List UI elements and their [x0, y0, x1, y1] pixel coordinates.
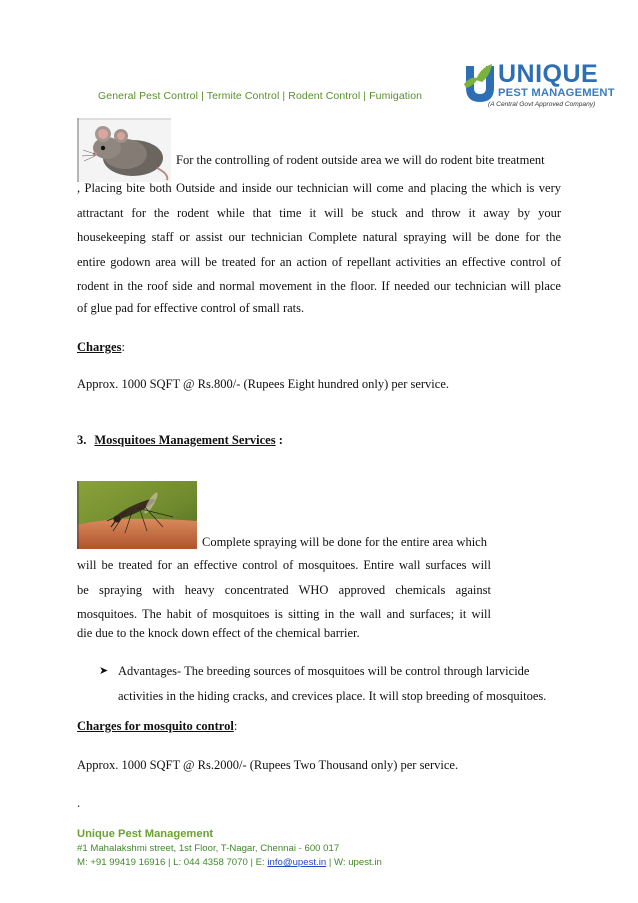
logo-word: UNIQUE	[498, 60, 599, 88]
mosquito-line: will be treated for an effective control of mosquitoes. Entire wall surfaces will	[77, 558, 491, 572]
mosquito-paragraph	[77, 553, 491, 627]
rodent-first-line: For the controlling of rodent outside area we will do rodent bite treatment	[176, 153, 545, 167]
mosquito-photo	[77, 481, 197, 549]
footer-company: Unique Pest Management	[77, 828, 214, 840]
logo-tagline: (A Central Govt Approved Company)	[488, 101, 596, 108]
section-title: Mosquitoes Management Services	[94, 433, 276, 447]
header-services: General Pest Control | Termite Control | Rodent Control | Fumigation	[98, 90, 423, 102]
footer-contact-prefix: M: +91 99419 16916 | L: 044 4358 7070 | E:	[77, 857, 268, 868]
rodent-last-line: of glue pad for effective control of small rats.	[77, 301, 305, 315]
rodent-line: housekeeping staff or assist our technician Complete natural spraying will be done for the	[77, 230, 561, 245]
arrow-bullet-icon: ➤	[99, 665, 109, 677]
charges-colon: :	[121, 340, 125, 354]
charges-label: Charges for mosquito control	[77, 719, 234, 733]
rodent-charges-heading	[77, 340, 125, 355]
rodent-line: rodent in the roof side and normal movement in the floor. If needed our technician will place	[77, 279, 561, 294]
rodent-line: attractant for the rodent while that time it will be stuck and throw it away by your	[77, 205, 561, 220]
company-logo	[462, 60, 615, 112]
rodent-charges-text: Approx. 1000 SQFT @ Rs.800/- (Rupees Eight hundred only) per service.	[77, 377, 449, 391]
charges-colon: :	[233, 719, 238, 733]
trailing-dot: .	[77, 796, 81, 810]
section-number: 3.	[77, 433, 87, 447]
mosquito-charges-text: Approx. 1000 SQFT @ Rs.2000/- (Rupees Two Thousand only) per service.	[77, 758, 459, 772]
charges-label: Charges	[77, 340, 122, 354]
advantages-text: Advantages- The breeding sources of mosquitoes will be control through larvicide activities in the hiding cracks, and crevices place. It will stop breeding of mosquitoes.	[118, 664, 547, 703]
footer-contact-suffix: | W: upest.in	[326, 857, 382, 868]
footer-contact	[77, 857, 382, 868]
rat-photo	[77, 118, 171, 182]
footer-email-link[interactable]: info@upest.in	[267, 857, 327, 868]
logo-subtitle: PEST MANAGEMENT	[498, 87, 615, 99]
rodent-line: entire godown area will be treated for an action of repellant activities an effective control of	[77, 254, 561, 269]
mosquito-charges-heading	[77, 719, 237, 734]
mosquito-line: mosquitoes. The habit of mosquitoes is sitting in the wall and surfaces; it will	[77, 607, 491, 622]
mosquito-line: be spraying with heavy concentrated WHO approved chemicals against	[77, 582, 491, 597]
section-colon: :	[275, 433, 283, 447]
mosquito-section-heading	[77, 433, 283, 448]
footer-address: #1 Mahalakshmi street, 1st Floor, T-Nagar, Chennai - 600 017	[77, 843, 340, 854]
rodent-line: , Placing bite both Outside and inside our technician will come and placing the which is very	[77, 181, 561, 195]
mosquito-last-line: die due to the knock down effect of the chemical barrier.	[77, 626, 360, 640]
rodent-paragraph	[77, 176, 561, 299]
mosquito-first-line: Complete spraying will be done for the entire area which	[202, 535, 487, 549]
